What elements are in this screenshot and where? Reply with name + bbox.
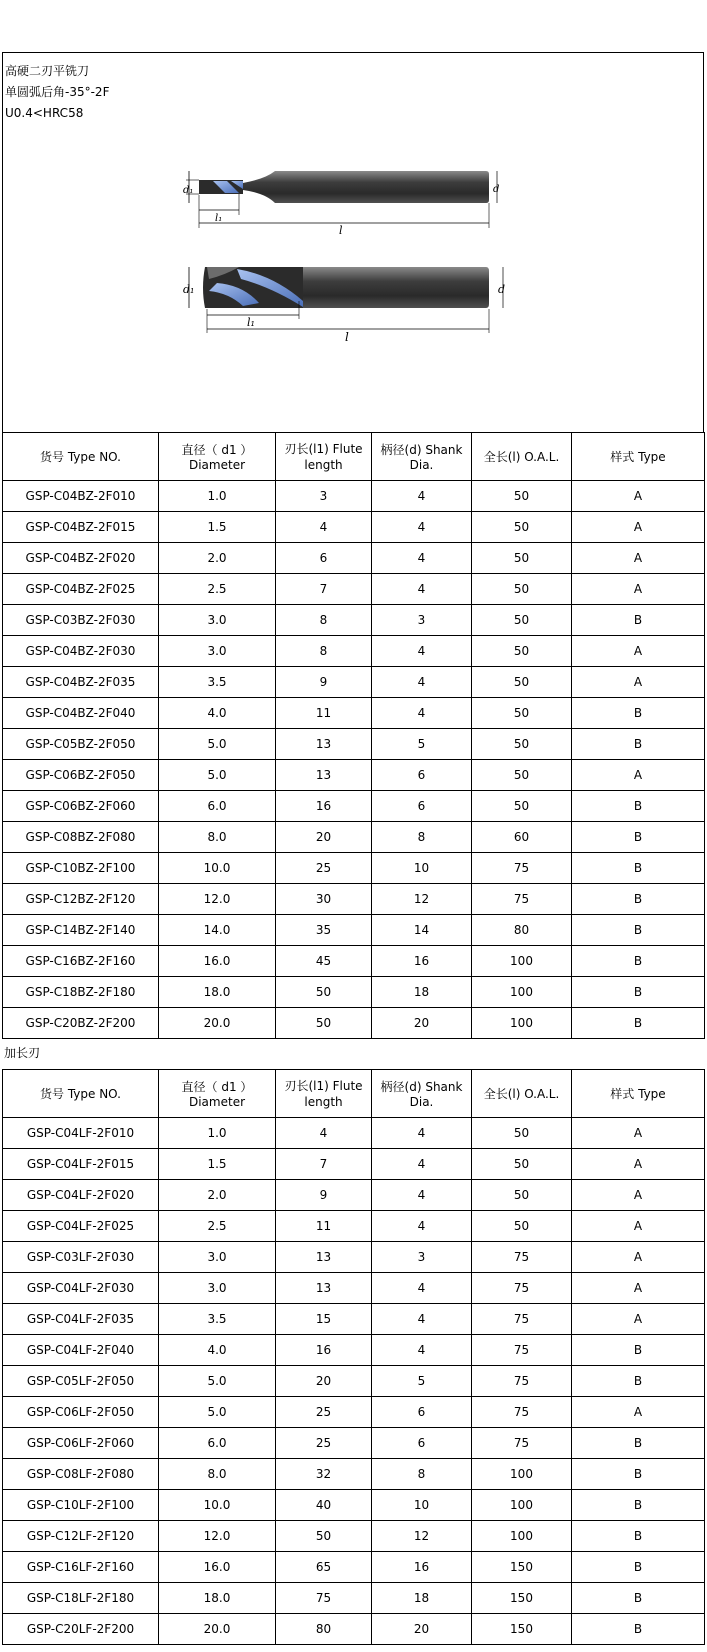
cell-type-no: GSP-C12BZ-2F120 (3, 884, 159, 915)
cell-flute-length: 16 (276, 1335, 372, 1366)
cell-oal: 75 (472, 1366, 572, 1397)
cell-shank-dia: 4 (372, 1211, 472, 1242)
cell-flute-length: 35 (276, 915, 372, 946)
cell-shank-dia: 12 (372, 884, 472, 915)
cell-diameter: 8.0 (159, 1459, 276, 1490)
cell-flute-length: 45 (276, 946, 372, 977)
cell-type-no: GSP-C14BZ-2F140 (3, 915, 159, 946)
cell-style-type: A (572, 1242, 705, 1273)
cell-type-no: GSP-C04LF-2F010 (3, 1118, 159, 1149)
cell-diameter: 2.0 (159, 543, 276, 574)
table-row (3, 822, 705, 853)
cell-diameter: 16.0 (159, 1552, 276, 1583)
cell-oal: 75 (472, 1242, 572, 1273)
col-oal: 全长(l) O.A.L. (472, 1070, 572, 1118)
cell-style-type: B (572, 605, 705, 636)
cell-shank-dia: 6 (372, 1397, 472, 1428)
table-row (3, 1273, 705, 1304)
cell-type-no: GSP-C18LF-2F180 (3, 1583, 159, 1614)
cell-style-type: A (572, 543, 705, 574)
cell-flute-length: 20 (276, 822, 372, 853)
cell-flute-length: 9 (276, 667, 372, 698)
cell-diameter: 2.5 (159, 574, 276, 605)
cell-type-no: GSP-C04BZ-2F030 (3, 636, 159, 667)
cell-flute-length: 30 (276, 884, 372, 915)
cell-shank-dia: 8 (372, 822, 472, 853)
cell-flute-length: 7 (276, 574, 372, 605)
table-row (3, 1118, 705, 1149)
tool-b-label-d: d (498, 283, 506, 296)
cell-flute-length: 7 (276, 1149, 372, 1180)
cell-type-no: GSP-C04BZ-2F025 (3, 574, 159, 605)
cell-oal: 75 (472, 1304, 572, 1335)
cell-diameter: 16.0 (159, 946, 276, 977)
cell-diameter: 3.0 (159, 1273, 276, 1304)
cell-oal: 100 (472, 977, 572, 1008)
cell-type-no: GSP-C05LF-2F050 (3, 1366, 159, 1397)
cell-oal: 50 (472, 729, 572, 760)
cell-type-no: GSP-C18BZ-2F180 (3, 977, 159, 1008)
col-shank-dia: 柄径(d) Shank Dia. (372, 433, 472, 481)
cell-diameter: 3.5 (159, 1304, 276, 1335)
cell-oal: 75 (472, 884, 572, 915)
cell-diameter: 20.0 (159, 1008, 276, 1039)
cell-oal: 100 (472, 1490, 572, 1521)
table-row (3, 1366, 705, 1397)
cell-style-type: B (572, 1614, 705, 1645)
cell-style-type: A (572, 1397, 705, 1428)
table-row (3, 1242, 705, 1273)
spec-table-standard (2, 432, 705, 1039)
cell-diameter: 4.0 (159, 1335, 276, 1366)
table-row (3, 667, 705, 698)
tool-b-label-l1: l₁ (247, 316, 255, 329)
col-shank-dia: 柄径(d) Shank Dia. (372, 1070, 472, 1118)
cell-oal: 150 (472, 1552, 572, 1583)
product-subtitle: 单圆弧后角-35°-2F (5, 85, 110, 99)
table-header (3, 1070, 705, 1118)
cell-flute-length: 4 (276, 1118, 372, 1149)
cell-diameter: 1.0 (159, 1118, 276, 1149)
cell-oal: 75 (472, 853, 572, 884)
cell-style-type: B (572, 1008, 705, 1039)
cell-type-no: GSP-C04LF-2F040 (3, 1335, 159, 1366)
cell-type-no: GSP-C20BZ-2F200 (3, 1008, 159, 1039)
cell-style-type: B (572, 1335, 705, 1366)
tool-a-shank (243, 171, 489, 203)
cell-shank-dia: 4 (372, 481, 472, 512)
cell-type-no: GSP-C10BZ-2F100 (3, 853, 159, 884)
tool-diagram (3, 53, 703, 433)
cell-oal: 75 (472, 1428, 572, 1459)
col-flute-length: 刃长(l1) Flute length (276, 1070, 372, 1118)
cell-type-no: GSP-C05BZ-2F050 (3, 729, 159, 760)
tool-a-label-d: d (493, 184, 500, 195)
cell-flute-length: 32 (276, 1459, 372, 1490)
cell-shank-dia: 4 (372, 1149, 472, 1180)
cell-flute-length: 11 (276, 1211, 372, 1242)
cell-oal: 150 (472, 1583, 572, 1614)
cell-style-type: A (572, 1304, 705, 1335)
cell-oal: 50 (472, 1180, 572, 1211)
cell-oal: 75 (472, 1397, 572, 1428)
table-row (3, 1335, 705, 1366)
cell-flute-length: 13 (276, 1242, 372, 1273)
cell-oal: 50 (472, 1149, 572, 1180)
cell-diameter: 6.0 (159, 791, 276, 822)
tool-b-drawing (183, 267, 505, 344)
cell-style-type: B (572, 822, 705, 853)
cell-flute-length: 50 (276, 1008, 372, 1039)
cell-oal: 50 (472, 636, 572, 667)
table-row (3, 853, 705, 884)
cell-oal: 75 (472, 1335, 572, 1366)
cell-type-no: GSP-C03LF-2F030 (3, 1242, 159, 1273)
cell-oal: 50 (472, 698, 572, 729)
cell-style-type: B (572, 1521, 705, 1552)
cell-type-no: GSP-C04BZ-2F015 (3, 512, 159, 543)
col-style-type: 样式 Type (572, 1070, 705, 1118)
cell-oal: 150 (472, 1614, 572, 1645)
col-diameter: 直径（ d1 ）Diameter (159, 433, 276, 481)
cell-shank-dia: 4 (372, 574, 472, 605)
cell-flute-length: 25 (276, 853, 372, 884)
cell-flute-length: 6 (276, 543, 372, 574)
cell-shank-dia: 3 (372, 605, 472, 636)
cell-type-no: GSP-C06BZ-2F060 (3, 791, 159, 822)
cell-diameter: 14.0 (159, 915, 276, 946)
col-type-no: 货号 Type NO. (3, 433, 159, 481)
cell-diameter: 2.5 (159, 1211, 276, 1242)
table-row (3, 1211, 705, 1242)
table-row (3, 1490, 705, 1521)
table-row (3, 915, 705, 946)
cell-flute-length: 80 (276, 1614, 372, 1645)
table-row (3, 512, 705, 543)
cell-flute-length: 50 (276, 1521, 372, 1552)
cell-oal: 50 (472, 574, 572, 605)
cell-type-no: GSP-C04BZ-2F020 (3, 543, 159, 574)
cell-diameter: 5.0 (159, 760, 276, 791)
table-row (3, 636, 705, 667)
table-row (3, 698, 705, 729)
cell-flute-length: 25 (276, 1428, 372, 1459)
table-row (3, 1008, 705, 1039)
tool-a-drawing (183, 171, 499, 237)
table-row (3, 1583, 705, 1614)
product-hardness: U0.4<HRC58 (5, 106, 84, 120)
cell-oal: 75 (472, 1273, 572, 1304)
cell-oal: 50 (472, 760, 572, 791)
col-oal: 全长(l) O.A.L. (472, 433, 572, 481)
cell-style-type: B (572, 1459, 705, 1490)
table-row (3, 1521, 705, 1552)
cell-oal: 50 (472, 1118, 572, 1149)
cell-oal: 50 (472, 481, 572, 512)
table-row (3, 543, 705, 574)
cell-flute-length: 9 (276, 1180, 372, 1211)
cell-diameter: 5.0 (159, 1366, 276, 1397)
cell-diameter: 1.5 (159, 1149, 276, 1180)
cell-oal: 100 (472, 1008, 572, 1039)
cell-flute-length: 40 (276, 1490, 372, 1521)
table-header (3, 433, 705, 481)
cell-diameter: 3.0 (159, 1242, 276, 1273)
cell-style-type: B (572, 698, 705, 729)
cell-shank-dia: 16 (372, 1552, 472, 1583)
cell-shank-dia: 8 (372, 1459, 472, 1490)
cell-style-type: B (572, 791, 705, 822)
table-row (3, 1614, 705, 1645)
cell-diameter: 20.0 (159, 1614, 276, 1645)
cell-shank-dia: 20 (372, 1614, 472, 1645)
cell-diameter: 5.0 (159, 1397, 276, 1428)
cell-style-type: A (572, 1211, 705, 1242)
cell-shank-dia: 18 (372, 1583, 472, 1614)
cell-style-type: B (572, 1552, 705, 1583)
cell-shank-dia: 6 (372, 1428, 472, 1459)
cell-shank-dia: 5 (372, 1366, 472, 1397)
cell-type-no: GSP-C12LF-2F120 (3, 1521, 159, 1552)
cell-type-no: GSP-C04LF-2F015 (3, 1149, 159, 1180)
cell-flute-length: 11 (276, 698, 372, 729)
cell-diameter: 3.5 (159, 667, 276, 698)
cell-type-no: GSP-C04LF-2F020 (3, 1180, 159, 1211)
cell-style-type: B (572, 853, 705, 884)
tool-a-label-l1: l₁ (215, 213, 223, 224)
cell-oal: 100 (472, 1521, 572, 1552)
cell-style-type: B (572, 1428, 705, 1459)
cell-diameter: 12.0 (159, 884, 276, 915)
cell-style-type: A (572, 1118, 705, 1149)
cell-type-no: GSP-C04LF-2F030 (3, 1273, 159, 1304)
cell-oal: 80 (472, 915, 572, 946)
extended-flute-heading: 加长刃 (4, 1046, 41, 1060)
cell-style-type: B (572, 1366, 705, 1397)
cell-oal: 50 (472, 605, 572, 636)
table-row (3, 574, 705, 605)
cell-shank-dia: 3 (372, 1242, 472, 1273)
cell-style-type: A (572, 481, 705, 512)
cell-style-type: A (572, 512, 705, 543)
cell-type-no: GSP-C03BZ-2F030 (3, 605, 159, 636)
cell-type-no: GSP-C04BZ-2F035 (3, 667, 159, 698)
cell-type-no: GSP-C20LF-2F200 (3, 1614, 159, 1645)
cell-shank-dia: 4 (372, 698, 472, 729)
table-row (3, 1180, 705, 1211)
cell-flute-length: 13 (276, 729, 372, 760)
cell-type-no: GSP-C08BZ-2F080 (3, 822, 159, 853)
cell-shank-dia: 4 (372, 543, 472, 574)
cell-shank-dia: 6 (372, 760, 472, 791)
table-row (3, 1459, 705, 1490)
table-row (3, 1428, 705, 1459)
cell-shank-dia: 20 (372, 1008, 472, 1039)
cell-diameter: 1.5 (159, 512, 276, 543)
cell-style-type: B (572, 946, 705, 977)
cell-diameter: 12.0 (159, 1521, 276, 1552)
cell-shank-dia: 10 (372, 1490, 472, 1521)
cell-style-type: A (572, 1273, 705, 1304)
cell-shank-dia: 10 (372, 853, 472, 884)
table-row (3, 760, 705, 791)
cell-flute-length: 50 (276, 977, 372, 1008)
cell-flute-length: 20 (276, 1366, 372, 1397)
cell-type-no: GSP-C16BZ-2F160 (3, 946, 159, 977)
cell-style-type: B (572, 915, 705, 946)
col-style-type: 样式 Type (572, 433, 705, 481)
cell-type-no: GSP-C10LF-2F100 (3, 1490, 159, 1521)
table-row (3, 1149, 705, 1180)
cell-style-type: B (572, 884, 705, 915)
cell-style-type: B (572, 977, 705, 1008)
cell-diameter: 3.0 (159, 636, 276, 667)
cell-oal: 50 (472, 667, 572, 698)
table-row (3, 729, 705, 760)
cell-diameter: 4.0 (159, 698, 276, 729)
cell-oal: 50 (472, 543, 572, 574)
cell-diameter: 1.0 (159, 481, 276, 512)
table-row (3, 605, 705, 636)
cell-flute-length: 13 (276, 1273, 372, 1304)
cell-diameter: 10.0 (159, 1490, 276, 1521)
cell-style-type: A (572, 1149, 705, 1180)
cell-flute-length: 65 (276, 1552, 372, 1583)
cell-shank-dia: 14 (372, 915, 472, 946)
cell-shank-dia: 4 (372, 667, 472, 698)
cell-style-type: A (572, 574, 705, 605)
cell-diameter: 18.0 (159, 977, 276, 1008)
cell-style-type: A (572, 760, 705, 791)
col-diameter: 直径（ d1 ）Diameter (159, 1070, 276, 1118)
table-row (3, 946, 705, 977)
table-row (3, 791, 705, 822)
cell-style-type: B (572, 729, 705, 760)
cell-oal: 50 (472, 791, 572, 822)
table-row (3, 977, 705, 1008)
cell-oal: 50 (472, 512, 572, 543)
cell-diameter: 2.0 (159, 1180, 276, 1211)
cell-shank-dia: 18 (372, 977, 472, 1008)
spec-table-extended (2, 1069, 705, 1645)
cell-flute-length: 3 (276, 481, 372, 512)
cell-flute-length: 15 (276, 1304, 372, 1335)
cell-shank-dia: 4 (372, 1304, 472, 1335)
product-title: 高硬二刃平铣刀 (5, 64, 90, 78)
table-row (3, 1304, 705, 1335)
col-type-no: 货号 Type NO. (3, 1070, 159, 1118)
cell-style-type: B (572, 1490, 705, 1521)
cell-shank-dia: 4 (372, 512, 472, 543)
cell-diameter: 8.0 (159, 822, 276, 853)
cell-diameter: 6.0 (159, 1428, 276, 1459)
cell-type-no: GSP-C06LF-2F050 (3, 1397, 159, 1428)
cell-type-no: GSP-C04LF-2F025 (3, 1211, 159, 1242)
tool-a-label-l: l (339, 224, 343, 237)
cell-flute-length: 75 (276, 1583, 372, 1614)
cell-oal: 60 (472, 822, 572, 853)
cell-flute-length: 8 (276, 605, 372, 636)
cell-oal: 50 (472, 1211, 572, 1242)
cell-type-no: GSP-C06LF-2F060 (3, 1428, 159, 1459)
cell-shank-dia: 4 (372, 636, 472, 667)
tool-b-shank (303, 267, 489, 308)
cell-type-no: GSP-C16LF-2F160 (3, 1552, 159, 1583)
cell-shank-dia: 4 (372, 1273, 472, 1304)
cell-oal: 100 (472, 946, 572, 977)
product-header (2, 52, 704, 432)
cell-shank-dia: 4 (372, 1118, 472, 1149)
cell-flute-length: 13 (276, 760, 372, 791)
cell-diameter: 18.0 (159, 1583, 276, 1614)
cell-flute-length: 4 (276, 512, 372, 543)
table-row (3, 1397, 705, 1428)
cell-type-no: GSP-C08LF-2F080 (3, 1459, 159, 1490)
cell-shank-dia: 4 (372, 1180, 472, 1211)
cell-type-no: GSP-C06BZ-2F050 (3, 760, 159, 791)
cell-type-no: GSP-C04LF-2F035 (3, 1304, 159, 1335)
tool-a-label-d1: d₁ (183, 185, 194, 196)
tool-b-label-l: l (345, 330, 349, 344)
cell-shank-dia: 16 (372, 946, 472, 977)
table-row (3, 884, 705, 915)
cell-style-type: A (572, 1180, 705, 1211)
cell-flute-length: 16 (276, 791, 372, 822)
cell-flute-length: 25 (276, 1397, 372, 1428)
cell-oal: 100 (472, 1459, 572, 1490)
cell-style-type: A (572, 667, 705, 698)
tool-b-label-d1: d₁ (183, 283, 195, 296)
cell-diameter: 10.0 (159, 853, 276, 884)
cell-shank-dia: 5 (372, 729, 472, 760)
table-row (3, 1552, 705, 1583)
cell-type-no: GSP-C04BZ-2F010 (3, 481, 159, 512)
col-flute-length: 刃长(l1) Flute length (276, 433, 372, 481)
cell-shank-dia: 4 (372, 1335, 472, 1366)
cell-flute-length: 8 (276, 636, 372, 667)
cell-style-type: A (572, 636, 705, 667)
cell-diameter: 5.0 (159, 729, 276, 760)
cell-shank-dia: 6 (372, 791, 472, 822)
cell-type-no: GSP-C04BZ-2F040 (3, 698, 159, 729)
cell-shank-dia: 12 (372, 1521, 472, 1552)
table-row (3, 481, 705, 512)
cell-style-type: B (572, 1583, 705, 1614)
cell-diameter: 3.0 (159, 605, 276, 636)
